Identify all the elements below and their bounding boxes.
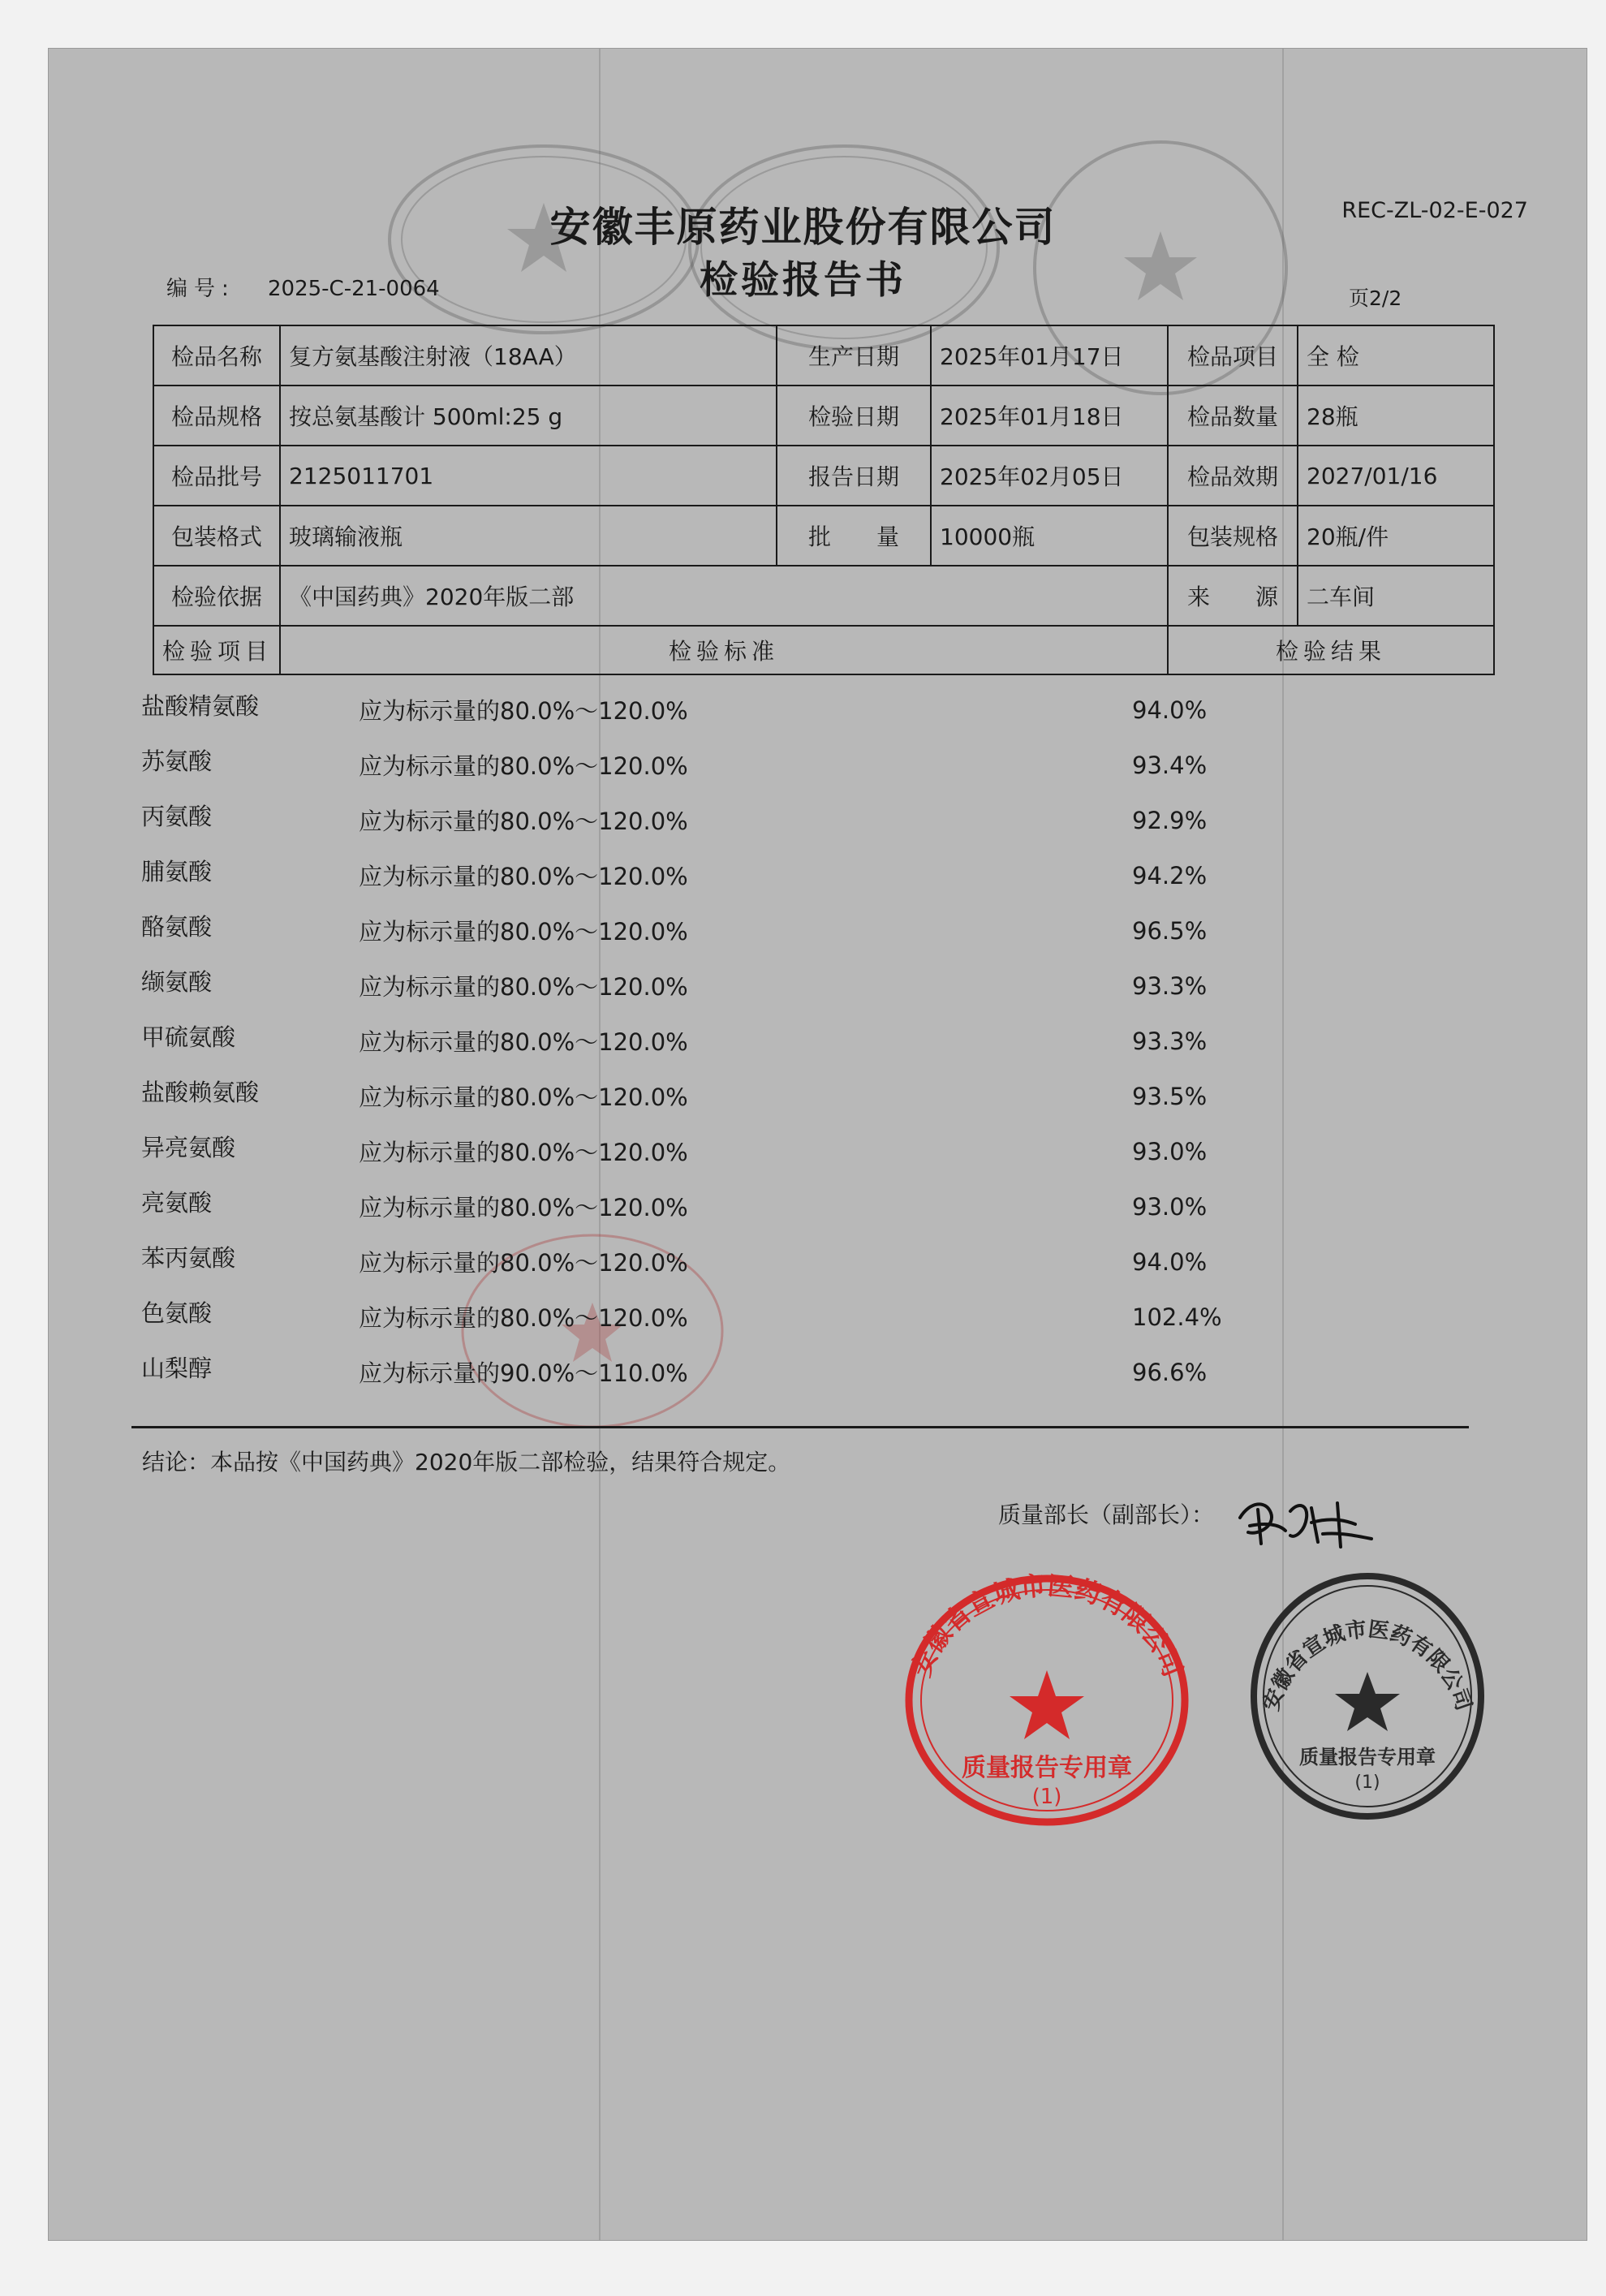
column-header-result: 检验结果: [1168, 626, 1494, 674]
result-item: 亮氨酸: [141, 1189, 213, 1217]
result-row: [138, 846, 1274, 901]
result-value: 93.3%: [1132, 1027, 1208, 1055]
result-value: 94.2%: [1132, 862, 1208, 890]
result-row: [138, 735, 1274, 790]
info-row: [153, 446, 1494, 506]
gray-seal-top-text: 安徽省宣城市医药有限公司: [1259, 1617, 1476, 1714]
result-row: [138, 1011, 1274, 1066]
result-standard: 应为标示量的80.0%～120.0%: [359, 1194, 688, 1221]
gray-quality-report-seal: [1246, 1570, 1489, 1822]
report-date-label: 报告日期: [777, 446, 931, 506]
result-item: 盐酸精氨酸: [141, 692, 260, 720]
results-list: [138, 680, 1274, 1411]
source-label: 来 源: [1168, 566, 1298, 626]
gray-seal-number: (1): [1354, 1773, 1380, 1793]
result-row: [138, 790, 1274, 846]
column-header-row: [153, 626, 1494, 674]
result-row: [138, 1287, 1274, 1342]
test-date: 2025年01月18日: [931, 386, 1168, 446]
result-row: [138, 956, 1274, 1011]
pack-spec-label: 包装规格: [1168, 506, 1298, 566]
test-item: 全 检: [1298, 325, 1494, 386]
package-label: 包装格式: [153, 506, 280, 566]
result-item: 缬氨酸: [141, 968, 213, 996]
source: 二车间: [1298, 566, 1494, 626]
result-value: 92.9%: [1132, 807, 1208, 834]
result-item: 盐酸赖氨酸: [141, 1079, 260, 1106]
batch: 2125011701: [280, 446, 777, 506]
result-standard: 应为标示量的80.0%～120.0%: [359, 1028, 688, 1056]
result-standard: 应为标示量的80.0%～120.0%: [359, 808, 688, 835]
product-name: 复方氨基酸注射液（18AA）: [280, 325, 777, 386]
result-standard: 应为标示量的80.0%～120.0%: [359, 863, 688, 890]
result-value: 96.6%: [1132, 1359, 1208, 1386]
spec: 按总氨基酸计 500ml:25 g: [280, 386, 777, 446]
product-name-label: 检品名称: [153, 325, 280, 386]
serial-value: 2025-C-21-0064: [268, 277, 440, 301]
pack-spec: 20瓶/件: [1298, 506, 1494, 566]
gray-seal-bottom-text: 质量报告专用章: [1299, 1746, 1436, 1768]
signature-label: 质量部长（副部长）：: [998, 1501, 1215, 1528]
result-standard: 应为标示量的90.0%～110.0%: [359, 1359, 688, 1387]
test-item-label: 检品项目: [1168, 325, 1298, 386]
info-row: [153, 325, 1494, 386]
result-item: 苏氨酸: [141, 747, 213, 775]
result-row: [138, 1232, 1274, 1287]
result-item: 色氨酸: [141, 1299, 213, 1327]
result-standard: 应为标示量的80.0%～120.0%: [359, 973, 688, 1001]
expiry: 2027/01/16: [1298, 446, 1494, 506]
result-row: [138, 1066, 1274, 1122]
result-standard: 应为标示量的80.0%～120.0%: [359, 918, 688, 946]
result-item: 酪氨酸: [141, 913, 213, 941]
result-value: 93.4%: [1132, 752, 1208, 779]
result-item: 丙氨酸: [141, 803, 213, 830]
quantity-label: 检品数量: [1168, 386, 1298, 446]
red-seal-number: (1): [1031, 1785, 1062, 1809]
result-standard: 应为标示量的80.0%～120.0%: [359, 1304, 688, 1332]
spec-label: 检品规格: [153, 386, 280, 446]
info-table: [153, 325, 1495, 675]
result-row: [138, 680, 1274, 735]
test-date-label: 检验日期: [777, 386, 931, 446]
result-item: 异亮氨酸: [141, 1134, 236, 1161]
red-seal-top-text: 安徽省宣城市医药有限公司: [905, 1570, 1189, 1682]
column-header-standard: 检验标准: [280, 626, 1168, 674]
basis-label: 检验依据: [153, 566, 280, 626]
conclusion: 结论：本品按《中国药典》2020年版二部检验，结果符合规定。: [142, 1449, 791, 1475]
lot-size-label: 批 量: [777, 506, 931, 566]
package: 玻璃输液瓶: [280, 506, 777, 566]
result-item: 山梨醇: [141, 1355, 213, 1382]
production-date-label: 生产日期: [777, 325, 931, 386]
result-standard: 应为标示量的80.0%～120.0%: [359, 752, 688, 780]
result-value: 93.0%: [1132, 1193, 1208, 1221]
document-code: REC-ZL-02-E-027: [1341, 198, 1528, 223]
quantity: 28瓶: [1298, 386, 1494, 446]
company-name: 安徽丰原药业股份有限公司: [549, 204, 1057, 251]
expiry-label: 检品效期: [1168, 446, 1298, 506]
result-item: 苯丙氨酸: [141, 1244, 236, 1272]
result-row: [138, 1342, 1274, 1398]
serial-label: 编号:: [166, 277, 235, 301]
result-row: [138, 1122, 1274, 1177]
info-row: [153, 386, 1494, 446]
result-value: 93.0%: [1132, 1138, 1208, 1165]
page-number: 页2/2: [1349, 286, 1402, 310]
report-title: 检验报告书: [700, 258, 906, 303]
result-standard: 应为标示量的80.0%～120.0%: [359, 1083, 688, 1111]
result-value: 96.5%: [1132, 917, 1208, 945]
result-value: 93.3%: [1132, 972, 1208, 1000]
result-item: 脯氨酸: [141, 858, 213, 885]
column-header-item: 检验项目: [153, 626, 280, 674]
result-value: 93.5%: [1132, 1083, 1208, 1110]
result-row: [138, 1177, 1274, 1232]
handwritten-signature: [1234, 1485, 1380, 1558]
lot-size: 10000瓶: [931, 506, 1168, 566]
result-standard: 应为标示量的80.0%～120.0%: [359, 1249, 688, 1277]
result-value: 94.0%: [1132, 696, 1208, 724]
report-date: 2025年02月05日: [931, 446, 1168, 506]
red-seal-bottom-text: 质量报告专用章: [962, 1754, 1132, 1782]
batch-label: 检品批号: [153, 446, 280, 506]
divider: [131, 1426, 1469, 1428]
result-value: 102.4%: [1132, 1303, 1222, 1331]
info-row: [153, 506, 1494, 566]
basis: 《中国药典》2020年版二部: [280, 566, 1168, 626]
production-date: 2025年01月17日: [931, 325, 1168, 386]
red-quality-report-seal: [893, 1566, 1201, 1834]
result-item: 甲硫氨酸: [141, 1023, 236, 1051]
result-standard: 应为标示量的80.0%～120.0%: [359, 1139, 688, 1166]
info-row: [153, 566, 1494, 626]
svg-text:安徽省宣城市医药有限公司: [905, 1570, 1188, 1681]
result-standard: 应为标示量的80.0%～120.0%: [359, 697, 688, 725]
serial-number: [166, 272, 440, 302]
result-row: [138, 901, 1274, 956]
result-value: 94.0%: [1132, 1248, 1208, 1276]
